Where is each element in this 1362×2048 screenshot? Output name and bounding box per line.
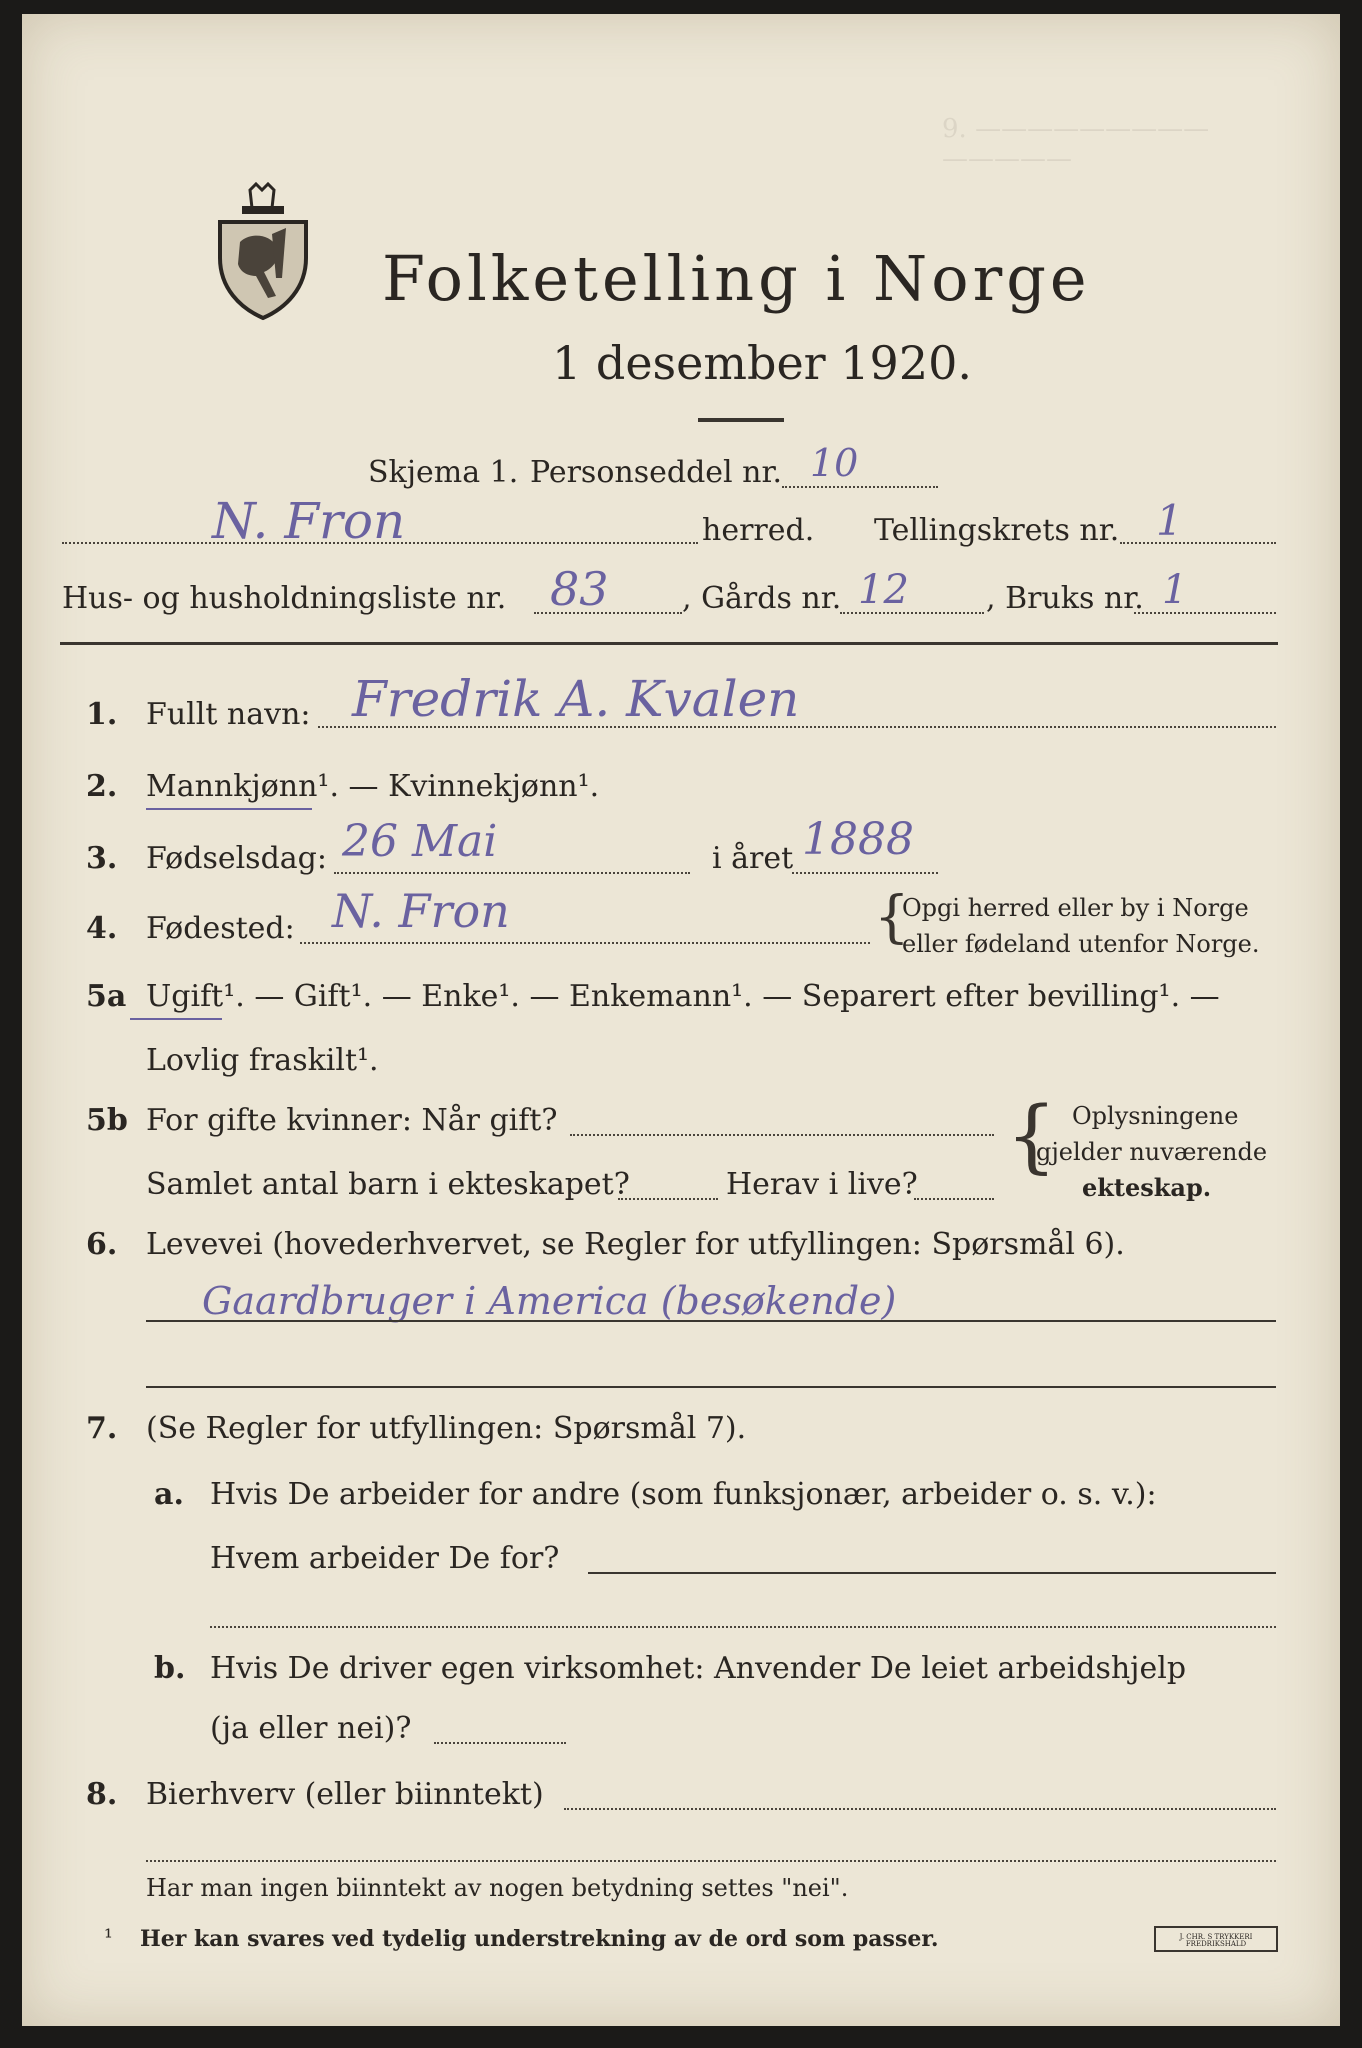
q4-number: 4. [86,911,118,946]
q7b-number: b. [154,1651,186,1686]
q4-note-line1: Opgi herred eller by i Norge [902,894,1249,922]
q7-label: (Se Regler for utfyllingen: Spørsmål 7). [146,1411,747,1446]
q3-number: 3. [86,841,118,876]
q5b-label3: Herav i live? [726,1167,918,1202]
coat-of-arms-icon [210,182,316,322]
q5a-line2: Lovlig fraskilt¹. [146,1043,379,1078]
q5b-note-line2: gjelder nuværende [1036,1138,1268,1166]
title-divider [698,418,784,422]
q6-number: 6. [86,1227,118,1262]
census-form-page [22,14,1340,2026]
printer-text: J. CHR. S TRYKKERI FREDRIKSHALD [1179,1933,1253,1948]
tellingskrets-value[interactable]: 1 [1156,496,1183,545]
census-date: 1 desember 1920. [552,336,972,390]
schema-label: Skjema 1. [368,455,519,490]
year-label: i året [712,841,794,876]
occupation-value[interactable]: Gaardbruger i America (besøkende) [202,1279,897,1323]
footnote-text: Her kan svares ved tydelig understrekning av de ord som passer. [140,1926,939,1952]
bruks-label: , Bruks nr. [986,581,1144,616]
q5b-number: 5b [86,1103,128,1138]
hus-value[interactable]: 83 [550,562,609,616]
brace-icon: { [1006,1089,1057,1182]
q5a-line1: Ugift¹. — Gift¹. — Enke¹. — Enkemann¹. — Separert efter bevilling¹. — [146,979,1220,1014]
marital-underline [130,1018,222,1020]
q7b-line1: Hvis De driver egen virksomhet: Anvender De leiet arbeidshjelp [210,1651,1187,1686]
personseddel-number[interactable]: 10 [810,441,859,485]
birthday-value[interactable]: 26 Mai [342,816,498,867]
q7-number: 7. [86,1411,118,1446]
q7a-line1: Hvis De arbeider for andre (som funksjonær, arbeider o. s. v.): [210,1477,1157,1512]
personseddel-label: Personseddel nr. [530,455,783,490]
birthplace-value[interactable]: N. Fron [332,884,510,938]
q2-number: 2. [86,769,118,804]
herred-value[interactable]: N. Fron [212,492,406,550]
gards-value[interactable]: 12 [858,567,909,613]
q7a-line2: Hvem arbeider De for? [210,1541,560,1576]
q1-number: 1. [86,697,118,732]
printer-mark [1154,1926,1278,1952]
full-name-value[interactable]: Fredrik A. Kvalen [352,670,800,728]
tellingskrets-label: Tellingskrets nr. [874,513,1120,548]
q5b-label2: Samlet antal barn i ekteskapet? [146,1167,630,1202]
q6-label: Levevei (hovederhvervet, se Regler for utfyllingen: Spørsmål 6). [146,1227,1125,1262]
footer-note: Har man ingen biinntekt av nogen betydning settes "nei". [146,1874,849,1902]
herred-label: herred. [702,513,815,548]
hus-label: Hus- og husholdningsliste nr. [62,581,507,616]
q7a-number: a. [154,1477,184,1512]
footnote-mark: ¹ [104,1926,113,1951]
gender-underline [146,808,312,810]
brace-icon: { [874,885,910,950]
form-title: Folketelling i Norge [382,242,1091,315]
birth-year-value[interactable]: 1888 [802,814,914,865]
gards-label: , Gårds nr. [682,581,842,616]
q3-label: Fødselsdag: [146,841,327,876]
bleed-through-text: 9. ————————— ————— [942,114,1210,174]
q1-label: Fullt navn: [146,697,311,732]
q7b-line2: (ja eller nei)? [210,1711,412,1746]
q4-label: Fødested: [146,911,295,946]
q4-note-line2: eller fødeland utenfor Norge. [902,930,1260,958]
bruks-value[interactable]: 1 [1162,567,1188,613]
q8-label: Bierhverv (eller biinntekt) [146,1777,544,1812]
q5b-note-line1: Oplysningene [1072,1102,1239,1130]
q5a-number: 5a [86,979,127,1014]
q8-number: 8. [86,1777,118,1812]
header-rule [60,642,1278,645]
q5b-label1: For gifte kvinner: Når gift? [146,1103,558,1138]
q2-label: Mannkjønn¹. — Kvinnekjønn¹. [146,769,600,804]
q5b-note-line3: ekteskap. [1082,1173,1212,1202]
